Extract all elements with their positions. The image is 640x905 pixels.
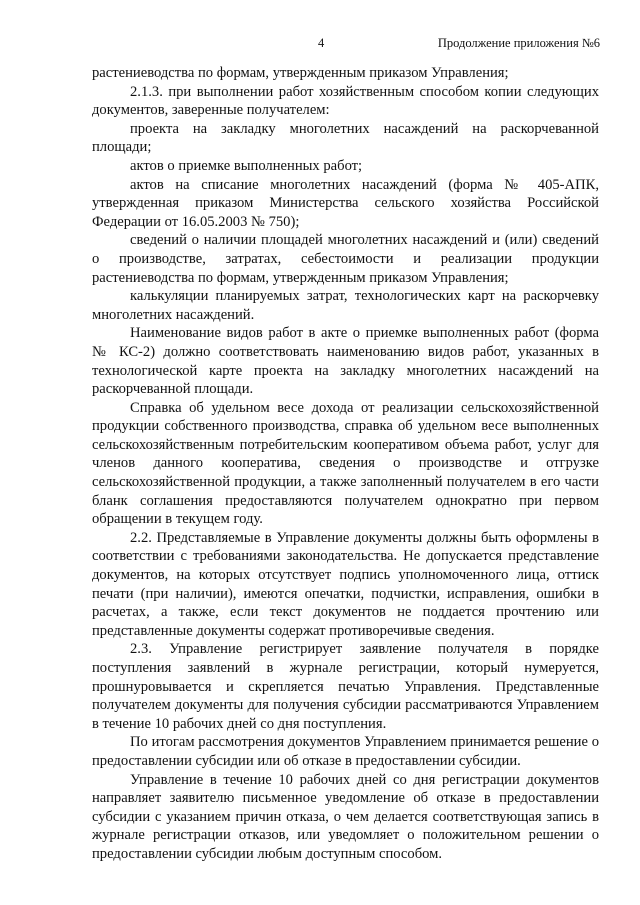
paragraph: 2.1.3. при выполнении работ хозяйственным способом копии следующих документов, заверенные получателем: (92, 83, 599, 119)
paragraph: Управление в течение 10 рабочих дней со дня регистрации документов направляет заявителю письменное уведомление об отказе в предоставлении субсидии с указанием причин отказа, о чем делается соответствующая запись в журнале регистрации отказов, или уведомляет о положительном решении о предоставлении субсидии любым доступным способом. (92, 771, 599, 862)
paragraph: Наименование видов работ в акте о приемке выполненных работ (форма № КС-2) должно соответствовать наименованию видов работ, указанных в технологической карте проекта на закладку многолетних насаждений на раскорчеванной площади. (92, 325, 599, 398)
paragraph: Справка об удельном весе дохода от реализации сельскохозяйственной продукции собственного производства, справка об удельном весе выполненных сельскохозяйственным потребительским кооперативом объема работ, услуг для членов данного кооператива, сведения о производстве и отгрузке сельскохозяйственной продукции, а также заполненный получателем в его части бланк соглашения предоставляются получателем однократно при первом обращении в текущем году. (92, 399, 599, 528)
paragraph: актов на списание многолетних насаждений (форма № 405-АПК, утвержденная приказом Министерства сельского хозяйства Российской Федерации от 16.05.2003 № 750); (92, 176, 599, 230)
paragraph: проекта на закладку многолетних насаждений на раскорчеванной площади; (92, 120, 599, 156)
paragraph: 2.3. Управление регистрирует заявление получателя в порядке поступления заявлений в журнале регистрации, который нумеруется, прошнуровывается и скрепляется печатью Управления. Представленные получателем документы для получения субсидии рассматриваются Управлением в течение 10 рабочих дней со дня поступления. (92, 641, 599, 732)
paragraph: калькуляции планируемых затрат, технологических карт на раскорчевку многолетних насаждений. (92, 288, 599, 323)
page-number: 4 (318, 36, 325, 50)
paragraph: По итогам рассмотрения документов Управлением принимается решение о предоставлении субсидии или об отказе в предоставлении субсидии. (92, 734, 599, 769)
paragraph: растениеводства по формам, утвержденным приказом Управления; (92, 65, 509, 81)
appendix-label: Продолжение приложения №6 (437, 36, 600, 50)
paragraph: актов о приемке выполненных работ; (130, 157, 363, 174)
paragraph: сведений о наличии площадей многолетних насаждений и (или) сведений о производстве, затратах, себестоимости и реализации продукции растениеводства по формам, утвержденным приказом Управления; (92, 232, 599, 286)
document-body (92, 64, 599, 864)
paragraph: 2.2. Представляемые в Управление документы должны быть оформлены в соответствии с требованиями законодательства. Не допускается представление документов, на которых отсутствует подпись уполномоченного лица, оттиск печати (при наличии), имеются опечатки, подчистки, исправления, ошибки в расчетах, а также, если текст документов не поддается прочтению или представленные документы содержат противоречивые сведения. (92, 529, 599, 639)
